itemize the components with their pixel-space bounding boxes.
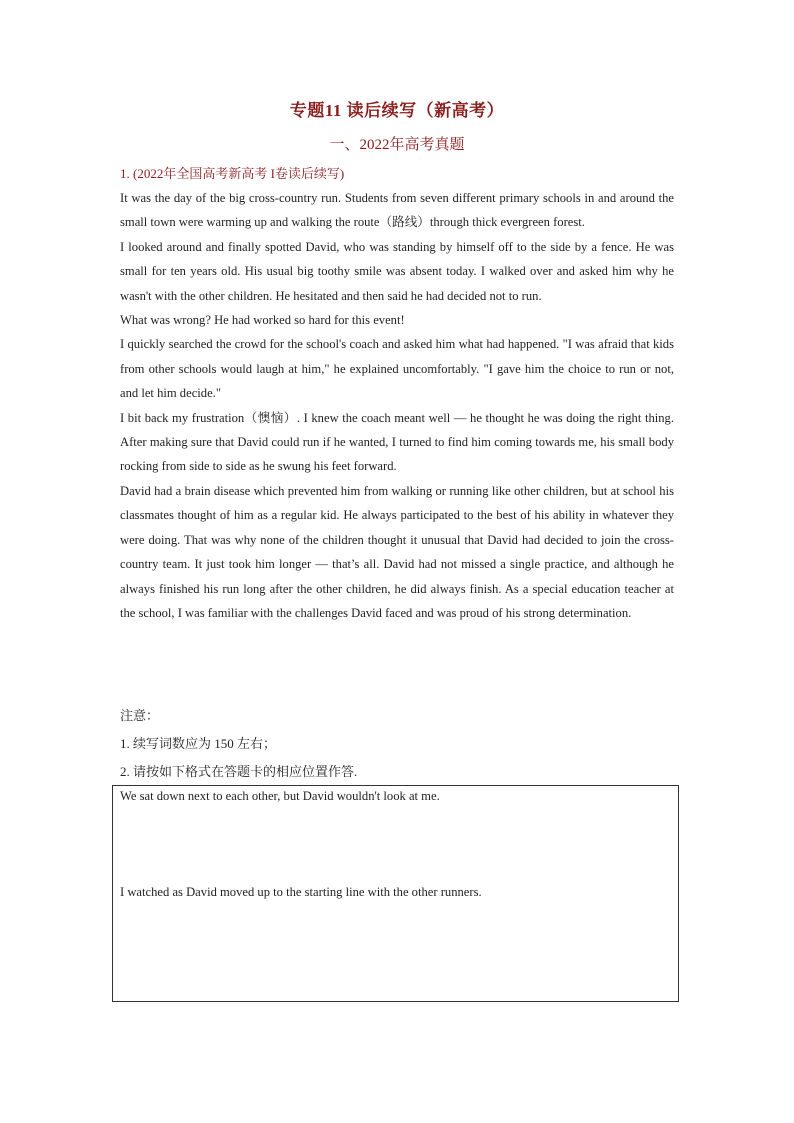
passage-paragraph: David had a brain disease which prevented him from walking or running like other children, but at school his classmates thought of him as a regular kid. He always participated to the best of his ability in whatever they were doing. That was why none of the children thought it unusual that David had decided to join the cross-country team. It just took him longer — that’s all. David had not missed a single practice, and although he always finished his run long after the other children, he did always finish. As a special education teacher at the school, I was familiar with the challenges David faced and was proud of his strong determination. <box>120 483 674 620</box>
section-subtitle: 一、2022年高考真题 <box>329 137 465 153</box>
notes-heading: 注意： <box>120 708 160 723</box>
answer-box <box>112 785 679 1002</box>
paragraph-1-opening: We sat down next to each other, but David wouldn't look at me. <box>120 789 440 803</box>
passage-paragraph: What was wrong? He had worked so hard for this event! <box>120 313 405 328</box>
notes-item: 1. 续写词数应为 150 左右； <box>120 736 277 751</box>
passage-paragraph: I bit back my frustration（懊恼）. I knew the coach meant well — he thought he was doing the right thing. After making sure that David could run if he wanted, I turned to find him coming towards me, his small body rocking from side to side as he swung his feet forward. <box>120 410 674 474</box>
passage-paragraph: I looked around and finally spotted David, who was standing by himself off to the side by a fence. He was small for ten years old. His usual big toothy smile was absent today. I walked over and asked him why he wasn't with the other children. He hesitated and then said he had decided not to run. <box>120 239 674 303</box>
paragraph-2-opening: I watched as David moved up to the starting line with the other runners. <box>120 885 482 899</box>
notes-item: 2. 请按如下格式在答题卡的相应位置作答. <box>120 764 358 779</box>
passage-paragraph: I quickly searched the crowd for the school's coach and asked him what had happened. "I was afraid that kids from other schools would laugh at him," he explained uncomfortably. "I gave him the choice to run or not, and let him decide." <box>120 337 674 401</box>
question-label: 1. (2022年全国高考新高考 I卷读后续写) <box>120 166 345 181</box>
passage-paragraph: It was the day of the big cross-country run. Students from seven different primary schools in and around the small town were warming up and walking the route（路线）through thick evergreen forest. <box>120 191 674 230</box>
passage <box>120 186 674 625</box>
notes-section <box>120 702 674 786</box>
page-title: 专题11 读后续写（新高考） <box>289 101 505 120</box>
